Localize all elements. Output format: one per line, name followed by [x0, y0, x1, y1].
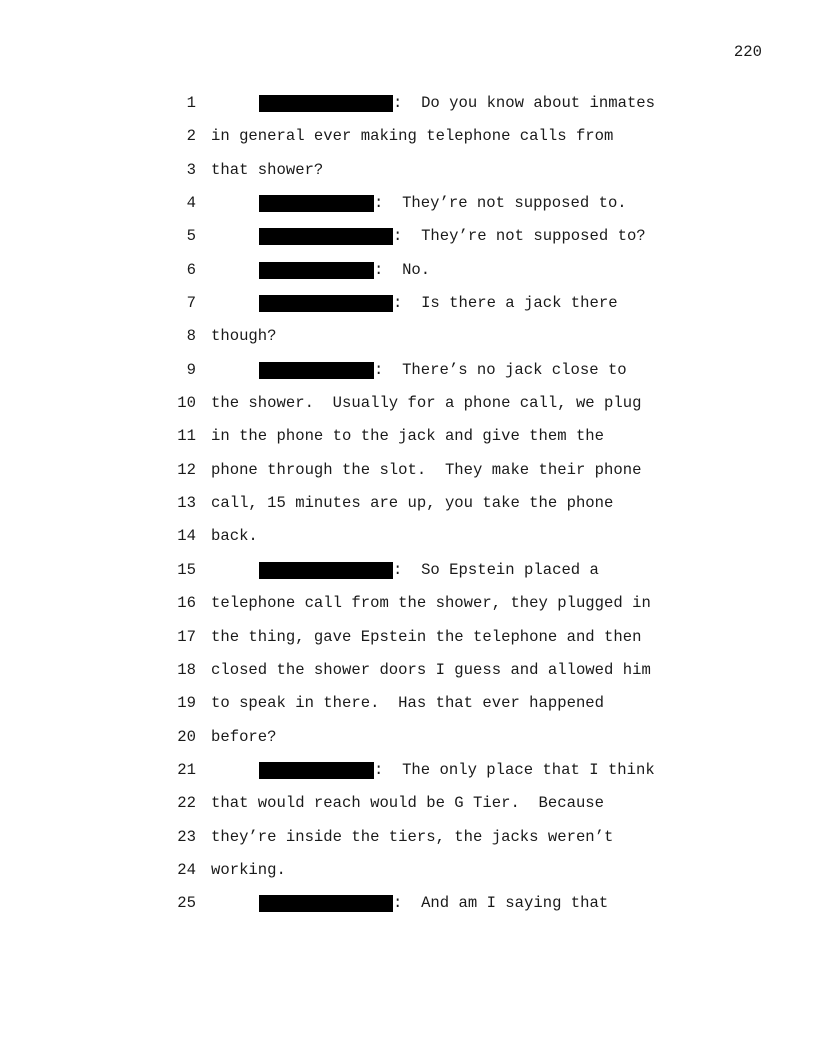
line-text: in general ever making telephone calls from [211, 127, 614, 146]
line-text: : They’re not supposed to? [393, 227, 646, 246]
transcript-line [0, 226, 816, 259]
line-number: 18 [177, 660, 196, 679]
line-text: call, 15 minutes are up, you take the phone [211, 494, 614, 513]
line-text: : No. [374, 260, 431, 279]
line-text: phone through the slot. They make their phone [211, 460, 642, 479]
line-number: 11 [177, 427, 196, 446]
transcript-line [0, 660, 816, 693]
transcript-line [0, 393, 816, 426]
transcript-line [0, 526, 816, 559]
transcript-line [0, 593, 816, 626]
redaction-bar [259, 95, 393, 112]
transcript-line [0, 126, 816, 159]
line-number: 1 [186, 94, 196, 112]
speaker-line [259, 760, 655, 780]
line-text: in the phone to the jack and give them the [211, 427, 605, 446]
line-number: 25 [177, 894, 196, 913]
speaker-line [259, 193, 627, 213]
line-number: 16 [177, 594, 196, 613]
line-number: 13 [177, 494, 196, 513]
redaction-bar [259, 895, 393, 912]
line-number: 3 [186, 160, 196, 179]
redaction-bar [259, 295, 393, 312]
transcript-line [0, 493, 816, 526]
transcript-line [0, 193, 816, 226]
line-number: 21 [177, 760, 196, 779]
transcript-line [0, 360, 816, 393]
redaction-bar [259, 228, 393, 245]
transcript-line [0, 793, 816, 826]
line-text: working. [211, 860, 286, 879]
line-text: the shower. Usually for a phone call, we plug [211, 394, 642, 413]
line-text: that shower? [211, 160, 324, 179]
line-number: 8 [186, 327, 196, 346]
line-number: 9 [186, 360, 196, 379]
speaker-line [259, 293, 618, 313]
page-number: 220 [733, 43, 762, 61]
transcript-line [0, 426, 816, 459]
line-text: the thing, gave Epstein the telephone and then [211, 627, 642, 646]
redaction-bar [259, 195, 374, 212]
line-number: 6 [186, 260, 196, 279]
transcript-line [0, 326, 816, 359]
speaker-line [259, 226, 646, 246]
line-text: though? [211, 327, 277, 346]
speaker-line [259, 560, 599, 580]
line-text: : Is there a jack there [393, 294, 618, 313]
transcript-line [0, 860, 816, 893]
line-number: 7 [186, 294, 196, 313]
line-number: 23 [177, 827, 196, 846]
transcript-line [0, 460, 816, 493]
line-text: : Do you know about inmates [393, 94, 656, 112]
line-number: 4 [186, 194, 196, 213]
line-text: before? [211, 727, 277, 746]
speaker-line [259, 893, 608, 913]
line-number: 15 [177, 560, 196, 579]
speaker-line [259, 360, 627, 380]
transcript-line [0, 693, 816, 726]
line-number: 24 [177, 860, 196, 879]
line-number: 17 [177, 627, 196, 646]
line-text: : So Epstein placed a [393, 560, 599, 579]
line-text: telephone call from the shower, they plugged in [211, 594, 651, 613]
line-text: : And am I saying that [393, 894, 609, 913]
transcript-line [0, 893, 816, 926]
line-number: 2 [186, 127, 196, 146]
line-number: 19 [177, 694, 196, 713]
transcript-line [0, 760, 816, 793]
redaction-bar [259, 362, 374, 379]
transcript-line [0, 160, 816, 193]
line-text: : There’s no jack close to [374, 360, 627, 379]
line-text: back. [211, 527, 258, 546]
line-number: 22 [177, 794, 196, 813]
speaker-line [259, 93, 655, 113]
redaction-bar [259, 762, 374, 779]
transcript-line [0, 627, 816, 660]
transcript-line [0, 727, 816, 760]
line-text: closed the shower doors I guess and allowed him [211, 660, 651, 679]
transcript-line [0, 93, 816, 126]
transcript-line [0, 260, 816, 293]
speaker-line [259, 260, 430, 280]
line-number: 14 [177, 527, 196, 546]
redaction-bar [259, 562, 393, 579]
line-text: : The only place that I think [374, 760, 655, 779]
line-text: they’re inside the tiers, the jacks weren’t [211, 827, 614, 846]
line-text: to speak in there. Has that ever happened [211, 694, 605, 713]
line-text: : They’re not supposed to. [374, 194, 627, 213]
transcript-line [0, 560, 816, 593]
transcript-line [0, 827, 816, 860]
transcript-lines [0, 93, 816, 927]
line-text: that would reach would be G Tier. Because [211, 794, 605, 813]
line-number: 10 [177, 394, 196, 413]
transcript-line [0, 293, 816, 326]
line-number: 5 [186, 227, 196, 246]
line-number: 20 [177, 727, 196, 746]
line-number: 12 [177, 460, 196, 479]
redaction-bar [259, 262, 374, 279]
